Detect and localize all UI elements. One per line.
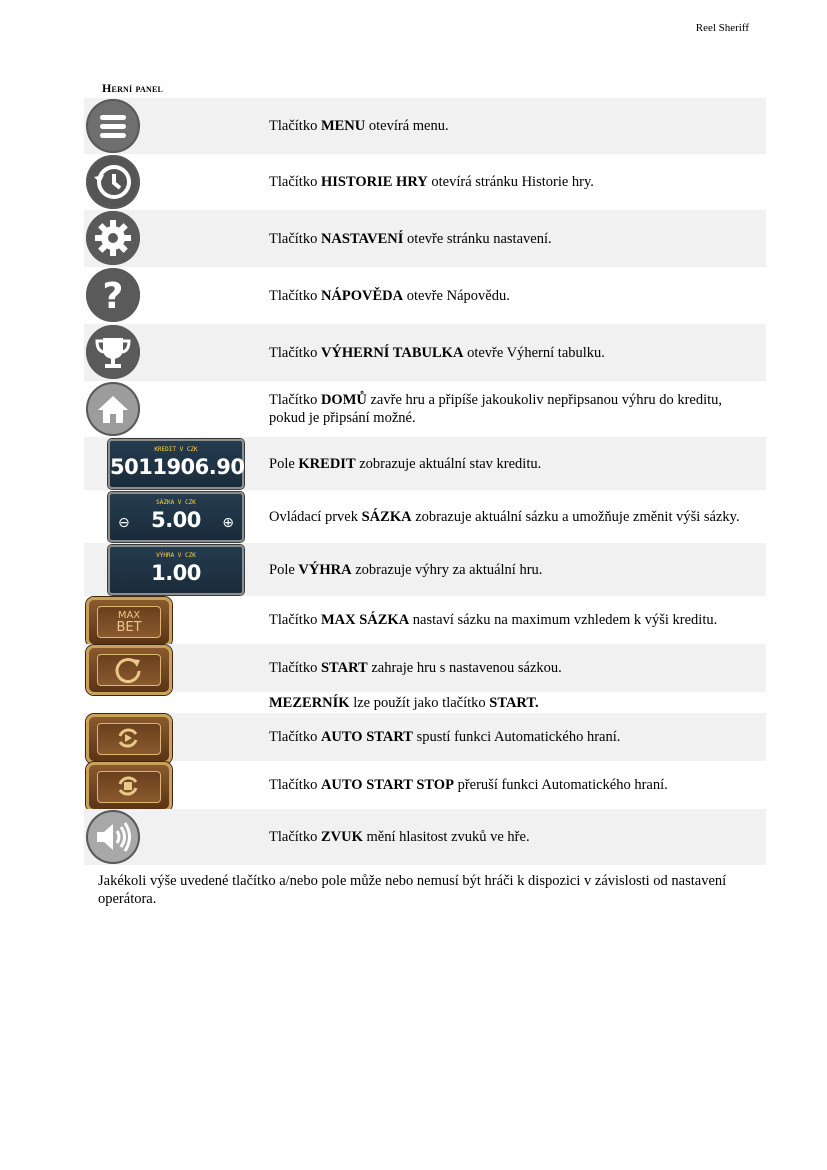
table-row-win: [84, 543, 766, 596]
autoplay-icon: [115, 725, 141, 751]
row-description: Tlačítko ZVUK mění hlasitost zvuků ve hře.: [269, 829, 530, 845]
table-row-auto-stop: [84, 761, 766, 809]
row-description: Tlačítko NÁPOVĚDA otevře Nápovědu.: [269, 287, 510, 304]
row-description: Tlačítko START zahraje hru s nastavenou sázkou.: [269, 660, 562, 676]
row-description: Tlačítko AUTO START STOP přeruší funkci Automatického hraní.: [269, 777, 668, 793]
bet-panel[interactable]: SÁZKA V CZK 5.00 ⊖ ⊕: [108, 492, 244, 542]
row-description: Pole KREDIT zobrazuje aktuální stav kreditu.: [269, 455, 542, 472]
svg-text:?: ?: [102, 276, 124, 317]
table-row-start: [84, 644, 766, 692]
table-row-menu: [84, 98, 766, 154]
history-icon: [86, 155, 140, 209]
controls-table: [84, 98, 766, 865]
autoplay-stop-icon: [115, 773, 141, 799]
row-description: Tlačítko MAX SÁZKA nastaví sázku na maximum vzhledem k výši kreditu.: [269, 612, 718, 628]
restart-icon: [113, 654, 143, 684]
row-description: Pole VÝHRA zobrazuje výhry za aktuální hru.: [269, 561, 543, 578]
table-row-sound: [84, 809, 766, 865]
document-header: Reel Sheriff: [695, 22, 749, 34]
home-icon: [86, 382, 140, 436]
trophy-icon: [86, 325, 140, 379]
spacebar-note-row: [84, 692, 766, 713]
row-description: Tlačítko MENU otevírá menu.: [269, 118, 449, 134]
row-description: Tlačítko AUTO START spustí funkci Automatického hraní.: [269, 729, 621, 745]
minus-icon[interactable]: ⊖: [118, 515, 130, 531]
table-row-bet: [84, 490, 766, 543]
win-panel: VÝHRA V CZK 1.00: [108, 545, 244, 595]
menu-icon: [86, 99, 140, 153]
section-title: Herní panel: [102, 81, 164, 95]
spacebar-note: MEZERNÍK lze použít jako tlačítko START.: [269, 694, 539, 711]
gear-icon: [86, 211, 140, 265]
start-button[interactable]: [86, 645, 172, 695]
question-icon: [86, 268, 140, 322]
max-bet-button[interactable]: MAX BET: [86, 597, 172, 647]
row-description: Tlačítko NASTAVENÍ otevře stránku nastavení.: [269, 230, 552, 247]
table-row-settings: [84, 210, 766, 267]
credit-panel: KREDIT V CZK 5011906.90: [108, 439, 244, 489]
auto-start-button[interactable]: [86, 714, 172, 764]
table-row-credit: [84, 437, 766, 490]
table-row-home: [84, 381, 766, 437]
auto-start-stop-button[interactable]: [86, 762, 172, 812]
row-description: Tlačítko VÝHERNÍ TABULKA otevře Výherní tabulku.: [269, 344, 605, 361]
plus-icon[interactable]: ⊕: [222, 515, 234, 531]
row-description: Tlačítko HISTORIE HRY otevírá stránku Historie hry.: [269, 174, 594, 190]
row-description: Tlačítko DOMŮ zavře hru a připíše jakoukoliv nepřipsanou výhru do kreditu, pokud je připsání možné.: [269, 392, 723, 426]
table-row-paytable: [84, 324, 766, 381]
table-row-auto-start: [84, 713, 766, 761]
table-row-help: [84, 267, 766, 324]
speaker-icon: [86, 810, 140, 864]
table-row-max-bet: [84, 596, 766, 644]
row-description: Ovládací prvek SÁZKA zobrazuje aktuální sázku a umožňuje změnit výši sázky.: [269, 508, 740, 525]
table-row-history: [84, 154, 766, 210]
footer-note: Jakékoli výše uvedené tlačítko a/nebo pole může nebo nemusí být hráči k dispozici v závislosti od nastavení operátora.: [98, 873, 727, 907]
